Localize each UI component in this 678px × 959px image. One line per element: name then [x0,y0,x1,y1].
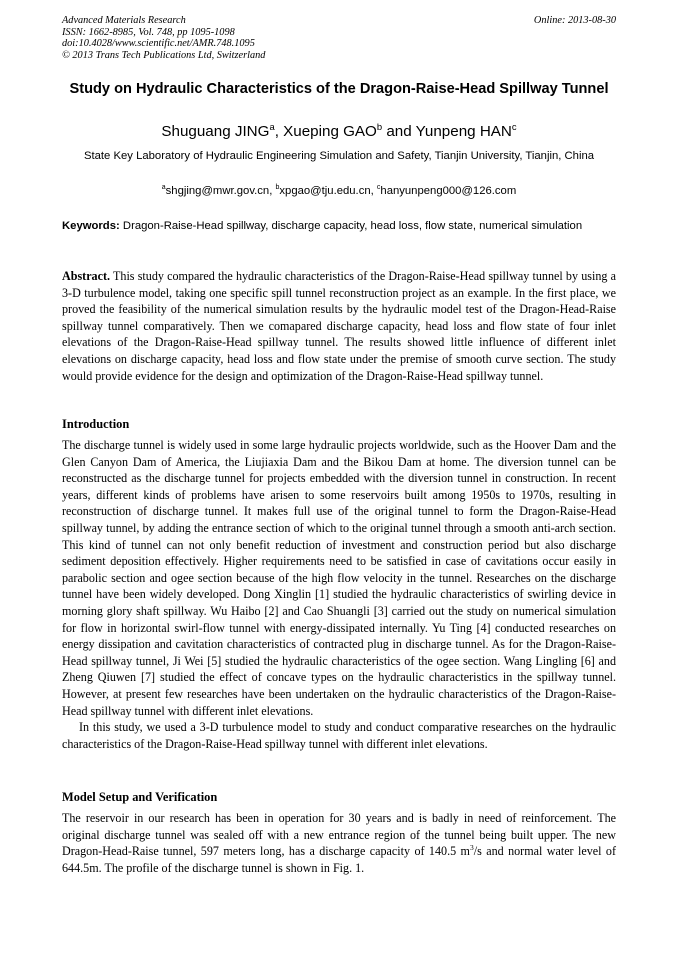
email-mark: b [275,184,280,192]
model-setup-paragraph [62,810,616,876]
author-affiliation-mark: b [376,120,383,132]
paper-title: Study on Hydraulic Characteristics of the Dragon-Raise-Head Spillway Tunnel [69,81,609,97]
email-address: shgjing@mwr.gov.cn, [165,185,276,197]
introduction-section [62,437,616,752]
keywords-label: Keywords: [62,220,120,232]
cubic-exponent: 3 [469,843,474,853]
email-address: xpgao@tju.edu.cn, [279,185,377,197]
keywords-block [62,220,616,234]
author-name: Yunpeng HAN [415,123,512,140]
keywords-text: Dragon-Raise-Head spillway, discharge capacity, head loss, flow state, numerical simulation [119,220,583,232]
email-mark: c [376,184,381,192]
model-setup-heading: Model Setup and Verification [62,790,218,804]
abstract-paragraph [62,268,616,384]
issn-line: ISSN: 1662-8985, Vol. 748, pp 1095-1098 [62,26,235,38]
introduction-paragraph-2: In this study, we used a 3-D turbulence model to study and conduct comparative researches on the hydraulic characteristics of the Dragon-Raise-Head spillway tunnel with different inlet elevations. [62,720,616,751]
author-list [62,120,616,141]
doi-line: doi:10.4028/www.scientific.net/AMR.748.1095 [62,38,255,50]
author-emails [62,184,616,199]
introduction-paragraph-1: The discharge tunnel is widely used in some large hydraulic projects worldwide, such as the Hoover Dam and the Glen Canyon Dam of America, the Liujiaxia Dam and the Bikou Dam at home. The diversion tunnel can be reconstructed as the discharge tunnel for projects embedded with the diversion tunnel in construction. In recent years, different kinds of problems have arisen to some reservoirs built among 1950s to 1970s, resulting in reconstruction of discharge tunnel. It makes full use of the original tunnel to form the Dragon-Raise-Head spillway tunnel, by adding the entrance section of which to the original tunnel through a smooth anti-arch section. This kind of tunnel can not only benefit reduction of investment and construction period but also discharge sediment deposition effectively. Higher requirements need to be satisfied in case of cavitations occur easily in parabolic section and ogee section because of the high flow velocity in the tunnel. Researches on the discharge tunnel have been widely developed. Dong Xinglin [1] studied the hydraulic characteristics of swirling device in morning glory shaft spillway. Wu Haibo [2] and Cao Shuangli [3] carried out the study on numerical simulation for flow in horizontal swirl-flow tunnel with energy-dissipated internally. Yu Ting [4] conducted researches on energy dissipation and cavitation characteristics of contracted plug in discharge tunnel. As for the Dragon-Raise-Head spillway tunnel, Ji Wei [5] studied the hydraulic characteristics of the ogee section. Wang Lingling [6] and Zheng Qiuwen [7] studied the effect of concave types on the hydraulic characteristics in the spillway tunnel. However, at present few researches have been undertaken on the hydraulic characteristics of the Dragon-Raise-Head spillway tunnel with different inlet elevations. [62,438,616,718]
introduction-heading: Introduction [62,417,130,431]
abstract-label: Abstract. [62,269,111,283]
author-affiliation-mark: c [511,120,517,132]
author-separator: , [274,123,284,140]
model-setup-text-part1: The reservoir in our research has been in operation for 30 years and is badly in need of reinforcement. The original discharge tunnel was sealed off with a new entrance region of the tunnel being built upper. The new Dragon-Head-Raise tunnel, 597 meters long, has a discharge capacity of 140.5 m [62,811,616,859]
affiliation: State Key Laboratory of Hydraulic Engineering Simulation and Safety, Tianjin University, Tianjin, China [83,150,595,162]
email-address: hanyunpeng000@126.com [380,185,517,197]
abstract-text: This study compared the hydraulic characteristics of the Dragon-Raise-Head spillway tunnel by using a 3-D turbulence model, taking one specific spill tunnel reconstruction project as an example. In the first place, we proved the feasibility of the numerical simulation results by the hydraulic model test of the Dragon-Head-Raise spillway tunnel comparatively. Then we comapared discharge capacity, head loss and flow state of four inlet elevations of the Dragon-Raise-Head spillway tunnel. The results showed little influence of different inlet elevations on discharge capacity, head loss and flow state under the premise of smooth curve section. The study would provide evidence for the design and optimization of the Dragon-Raise-Head spillway tunnel. [62,269,616,383]
model-setup-text-part2: /s and normal water level of 644.5m. The profile of the discharge tunnel is shown in Fig. 1. [62,844,616,875]
journal-name: Advanced Materials Research [62,15,186,26]
copyright-line: © 2013 Trans Tech Publications Ltd, Switzerland [62,49,266,61]
author-affiliation-mark: a [269,120,275,132]
journal-header [62,15,616,61]
author-name: Xueping GAO [283,123,377,140]
abstract-block [62,268,616,384]
model-setup-section [62,810,616,876]
email-mark: a [161,184,166,192]
author-separator: and [382,123,416,140]
author-name: Shuguang JING [161,123,270,140]
online-date: Online: 2013-08-30 [533,15,616,26]
